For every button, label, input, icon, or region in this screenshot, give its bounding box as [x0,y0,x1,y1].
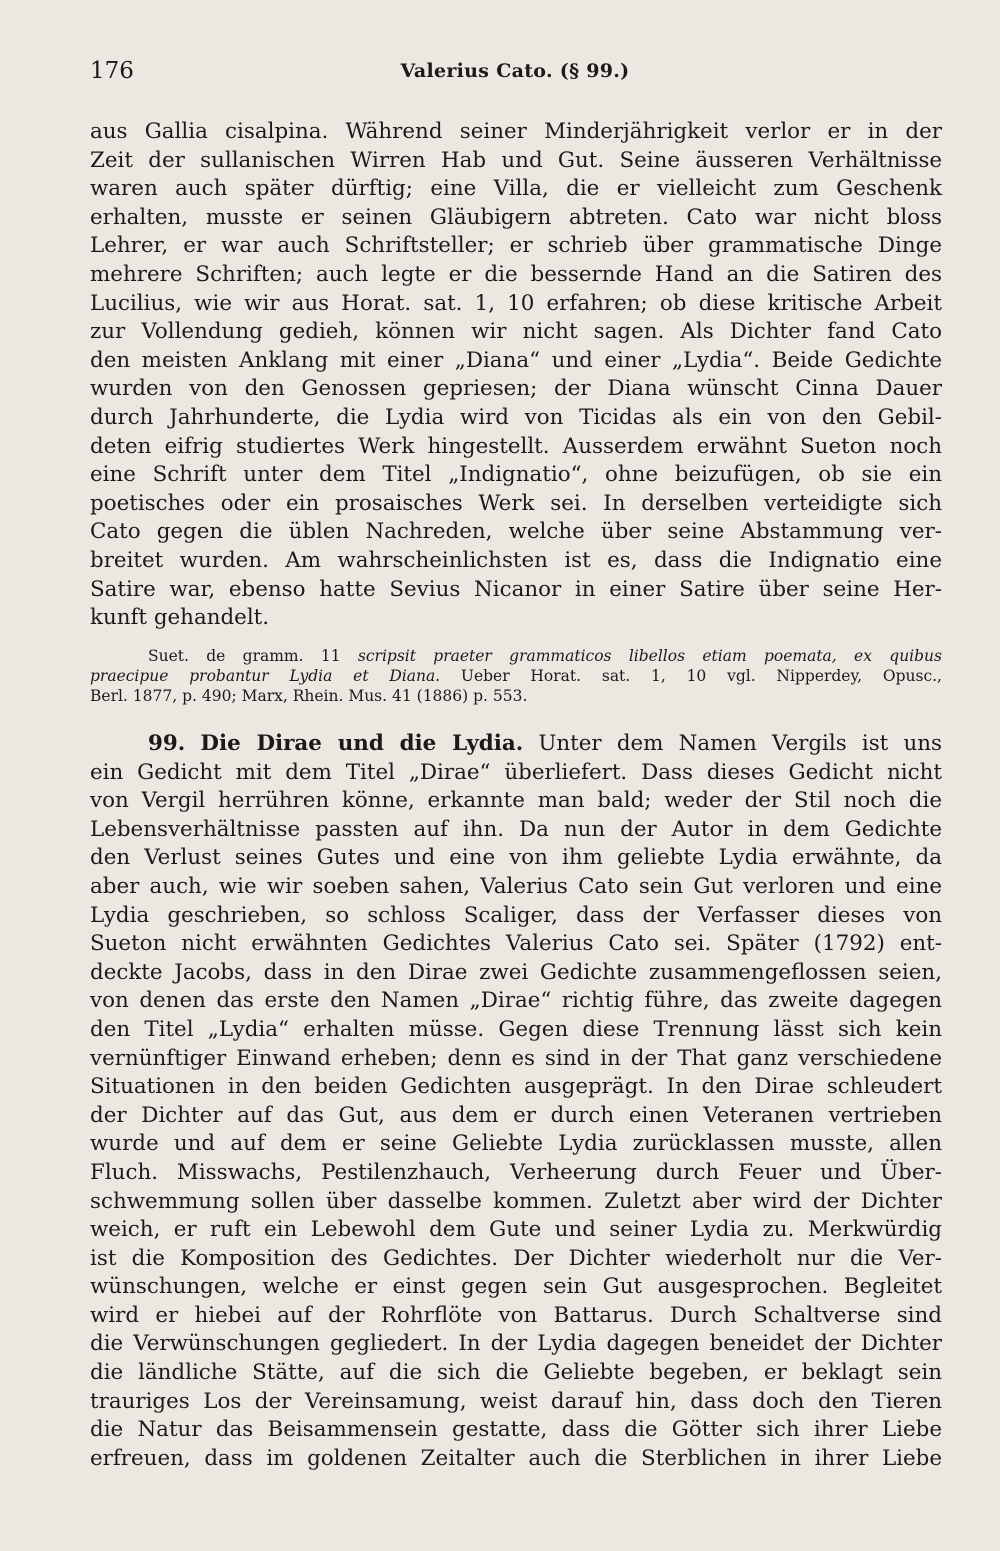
text-line: trauriges Los der Vereinsamung, weist darauf hin, dass doch den Tieren [90,1388,942,1414]
text-line: den Titel „Lydia“ erhalten müsse. Gegen diese Trennung lässt sich kein [90,1016,942,1042]
section-99 [90,730,942,1473]
text-line: die ländliche Stätte, auf die sich die Geliebte begeben, er beklagt sein [90,1360,942,1386]
text-line: Fluch. Misswachs, Pestilenzhauch, Verheerung durch Feuer und Über- [90,1159,942,1185]
footnote-line [90,666,942,686]
text-line: breitet wurden. Am wahrscheinlichsten ist es, dass die Indignatio eine [90,547,942,573]
running-head: Valerius Cato. (§ 99.) [400,60,630,82]
text-line: aus Gallia cisalpina. Während seiner Minderjährigkeit verlor er in der [90,119,942,144]
text-line: waren auch später dürftig; eine Villa, die er vielleicht zum Geschenk [90,176,942,202]
text-line: erhalten, musste er seinen Gläubigern abtreten. Cato war nicht bloss [90,204,942,230]
footnote-line: Berl. 1877, p. 490; Marx, Rhein. Mus. 41 (1886) p. 553. [90,687,528,705]
text-line: weich, er ruft ein Lebewohl dem Gute und seiner Lydia zu. Merkwürdig [90,1217,942,1243]
text-line: Situationen in den beiden Gedichten ausgeprägt. In den Dirae schleudert [90,1074,942,1100]
text-line: wurde und auf dem er seine Geliebte Lydia zurücklassen musste, allen [90,1131,942,1157]
text-line: aber auch, wie wir soeben sahen, Valerius Cato sein Gut verloren und eine [90,873,942,899]
paragraph-valerius-cato [90,118,942,633]
text-line: Sueton nicht erwähnten Gedichtes Valerius Cato sei. Später (1792) ent- [90,931,942,957]
text-line: schwemmung sollen über dasselbe kommen. Zuletzt aber wird der Dichter [90,1188,942,1214]
footnote [90,646,942,706]
section-first-line-text: Unter dem Namen Vergils ist uns [523,731,942,756]
footnote-line [90,646,942,666]
text-line: den meisten Anklang mit einer „Diana“ und einer „Lydia“. Beide Gedichte [90,347,942,373]
footnote-citation: Suet. de gramm. 11 [148,647,358,665]
text-line: mehrere Schriften; auch legte er die bessernde Hand an die Satiren des [90,261,942,287]
text-line: von denen das erste den Namen „Dirae“ richtig führe, das zweite dagegen [90,988,942,1014]
footnote-quote: scripsit praeter grammaticos libellos etiam poemata, ex quibus [357,647,942,665]
text-line: den Verlust seines Gutes und eine von ihm geliebte Lydia erwähnte, da [90,845,942,871]
text-line: deckte Jacobs, dass in den Dirae zwei Gedichte zusammengeflossen seien, [90,959,942,985]
text-line: zur Vollendung gedieh, können wir nicht sagen. Als Dichter fand Cato [90,319,942,345]
text-line: deten eifrig studiertes Werk hingestellt. Ausserdem erwähnt Sueton noch [90,433,942,459]
text-line: Lucilius, wie wir aus Horat. sat. 1, 10 erfahren; ob diese kritische Arbeit [90,290,942,316]
page-number: 176 [90,58,134,84]
text-line: die Natur das Beisammensein gestatte, dass die Götter sich ihrer Liebe [90,1417,942,1443]
footnote-citation: Ueber Horat. sat. 1, 10 vgl. Nipperdey, Opusc., [440,667,942,685]
text-line: poetisches oder ein prosaisches Werk sei. In derselben verteidigte sich [90,490,942,516]
text-line: wird er hiebei auf der Rohrflöte von Battarus. Durch Schaltverse sind [90,1302,942,1328]
text-line: wünschungen, welche er einst gegen sein Gut ausgesprochen. Begleitet [90,1274,942,1300]
section-number: 99. [148,731,186,756]
text-line: eine Schrift unter dem Titel „Indignatio“, ohne beizufügen, ob sie ein [90,462,942,488]
text-line: von Vergil herrühren könne, erkannte man bald; weder der Stil noch die [90,788,942,814]
text-line: Zeit der sullanischen Wirren Hab und Gut. Seine äusseren Verhältnisse [90,147,942,173]
text-line: vernünftiger Einwand erheben; denn es sind in der That ganz verschiedene [90,1045,942,1071]
text-line: ein Gedicht mit dem Titel „Dirae“ überliefert. Dass dieses Gedicht nicht [90,759,942,785]
text-line: erfreuen, dass im goldenen Zeitalter auch die Sterblichen in ihrer Liebe [90,1445,942,1471]
text-line: der Dichter auf das Gut, aus dem er durch einen Veteranen vertrieben [90,1102,942,1128]
text-line: Satire war, ebenso hatte Sevius Nicanor in einer Satire über seine Her- [90,576,942,602]
text-line: ist die Komposition des Gedichtes. Der Dichter wiederholt nur die Ver- [90,1245,942,1271]
text-line: wurden von den Genossen gepriesen; der Diana wünscht Cinna Dauer [90,376,942,402]
section-title: Die Dirae und die Lydia. [200,731,524,756]
section-heading-line [90,730,942,759]
text-line: Lebensverhältnisse passten auf ihn. Da nun der Autor in dem Gedichte [90,816,942,842]
footnote-quote: praecipue probantur Lydia et Diana. [90,667,441,685]
text-line: durch Jahrhunderte, die Lydia wird von Ticidas als ein von den Gebil- [90,404,942,430]
text-line: Cato gegen die üblen Nachreden, welche über seine Abstammung ver- [90,519,942,545]
text-line: die Verwünschungen gegliedert. In der Lydia dagegen beneidet der Dichter [90,1331,942,1357]
text-line: Lehrer, er war auch Schriftsteller; er schrieb über grammatische Dinge [90,233,942,259]
text-line: Lydia geschrieben, so schloss Scaliger, dass der Verfasser dieses von [90,902,942,928]
text-line: kunft gehandelt. [90,605,270,631]
page-header [90,58,940,98]
